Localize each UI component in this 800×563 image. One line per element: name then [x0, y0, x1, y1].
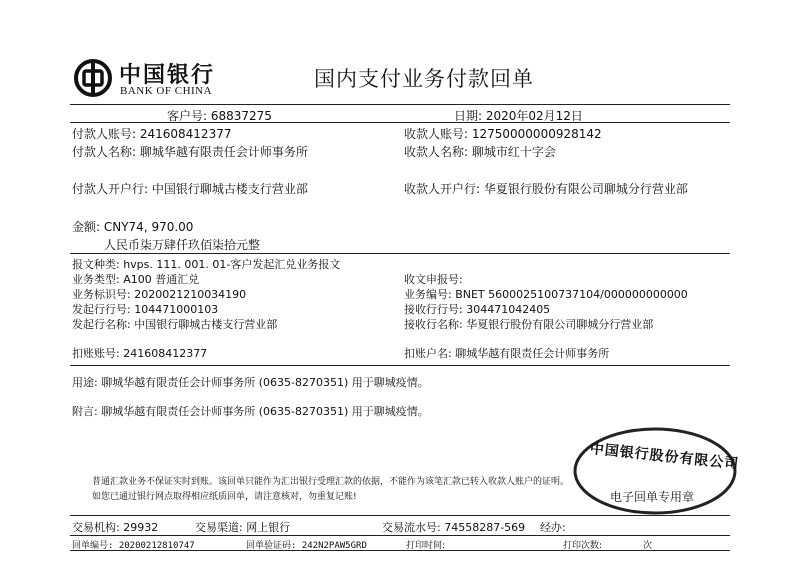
bank-of-china-logo-icon	[73, 58, 113, 98]
business-id: 业务标识号: 2020021210034190	[72, 288, 247, 301]
footer-print-count: 打印次数:	[563, 541, 603, 551]
payer-bank: 付款人开户行: 中国银行聊城古楼支行营业部	[72, 182, 308, 196]
footer-channel: 交易渠道: 网上银行	[195, 521, 291, 534]
message-type: 报文种类: hvps. 111. 001. 01-客户发起汇兑业务报文	[72, 258, 341, 271]
receiver-bank-code: 接收行行号: 304471042405	[404, 303, 551, 316]
footer-handler: 经办:	[540, 521, 566, 534]
receipt-date: 日期: 2020年02月12日	[454, 109, 583, 123]
bank-logo-cn: 中国银行	[119, 62, 216, 88]
sender-bank-code: 发起行行号: 104471000103	[72, 303, 219, 316]
business-number: 业务编号: BNET 5600025100737104/000000000000	[404, 288, 688, 301]
payee-name: 收款人名称: 聊城市红十字会	[404, 145, 556, 159]
payer-account: 付款人账号: 241608412377	[72, 127, 232, 141]
footer-print-time: 打印时间:	[406, 541, 446, 551]
notice-line-1: 普通汇款业务不保证实时到账。该回单只能作为汇出银行受理汇款的依据，不能作为该笔汇款已转入收款人账户的证明。	[92, 477, 570, 487]
footer-txn-institution: 交易机构: 29932	[72, 521, 159, 534]
sender-bank-name: 发起行名称: 中国银行聊城古楼支行营业部	[72, 318, 278, 331]
postscript: 附言: 聊城华越有限责任会计师事务所 (0635-8270351) 用于聊城疫情。	[72, 405, 429, 418]
page-title: 国内支付业务付款回单	[314, 67, 534, 91]
business-type: 业务类型: A100 普通汇兑	[72, 273, 200, 286]
notice-line-2: 如您已通过银行网点取得相应纸质回单，请注意核对，勿重复记账!	[92, 492, 357, 502]
debit-account: 扣账账号: 241608412377	[72, 347, 208, 360]
seal-center-text: 电子回单专用章	[610, 490, 695, 504]
amount-words: 人民币柒万肆仟玖佰柒拾元整	[104, 238, 261, 252]
purpose: 用途: 聊城华越有限责任会计师事务所 (0635-8270351) 用于聊城疫情。	[72, 376, 429, 389]
customer-number: 客户号: 68837275	[167, 109, 272, 123]
footer-receipt-no: 回单编号: 20200212810747	[72, 541, 195, 551]
payee-account: 收款人账号: 12750000000928142	[404, 127, 602, 141]
footer-serial: 交易流水号: 74558287-569	[382, 521, 526, 534]
declaration-number: 收文申报号:	[404, 273, 463, 286]
footer-verify-code: 回单验证码: 242N2PAW5GRD	[246, 541, 367, 551]
receiver-bank-name: 接收行名称: 华夏银行股份有限公司聊城分行营业部	[404, 318, 654, 331]
debit-name: 扣账户名: 聊城华越有限责任会计师事务所	[404, 347, 610, 360]
amount-number: 金额: CNY74, 970.00	[72, 220, 194, 234]
payer-name: 付款人名称: 聊城华越有限责任会计师事务所	[72, 145, 308, 159]
payee-bank: 收款人开户行: 华夏银行股份有限公司聊城分行营业部	[404, 182, 688, 196]
seal-ring-text: 中国银行股份有限公司	[589, 441, 740, 473]
footer-times-unit: 次	[643, 541, 653, 551]
bank-logo-en: BANK OF CHINA	[120, 85, 213, 97]
